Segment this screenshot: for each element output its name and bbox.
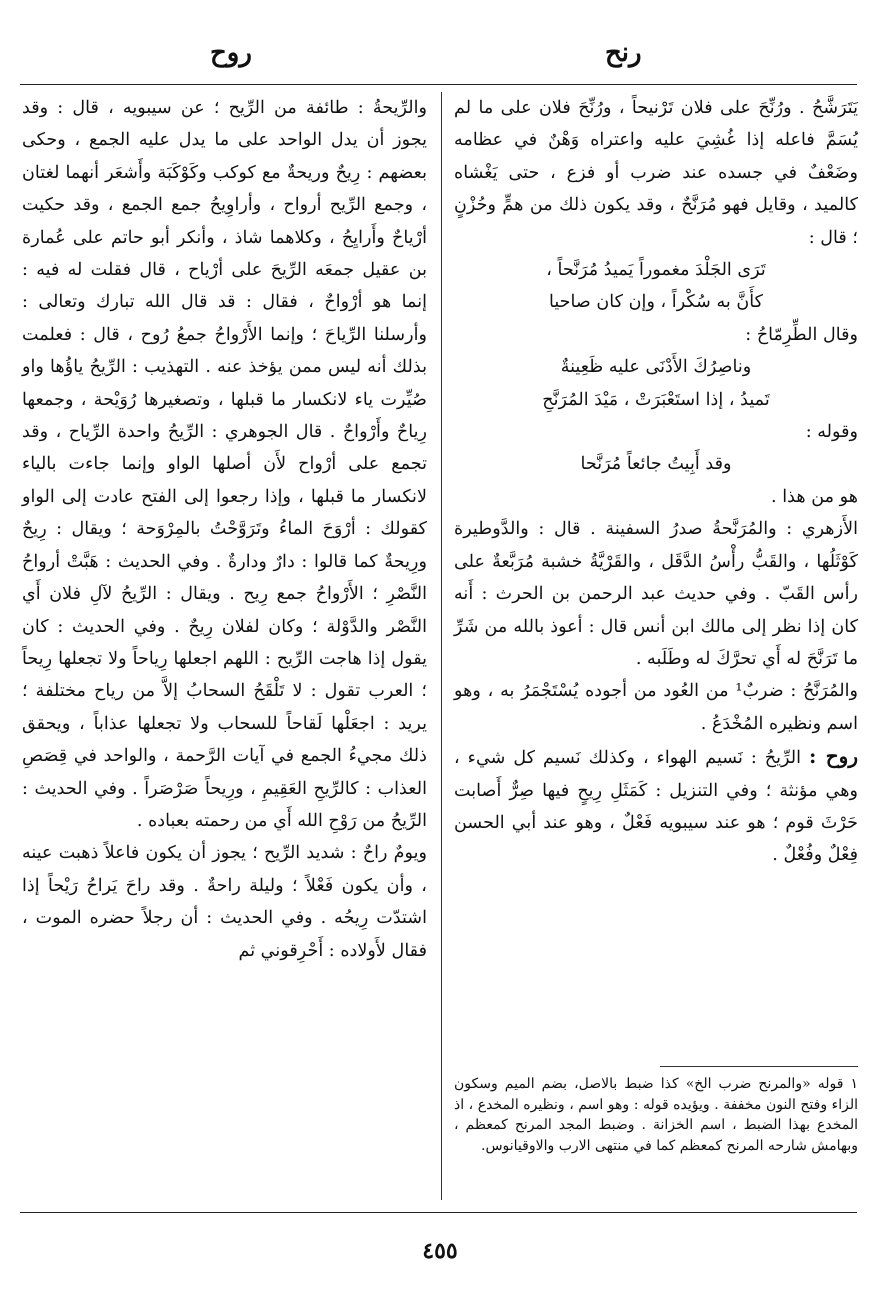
- entry-word-rawh: روح :: [809, 744, 858, 769]
- huwa-line: هو من هذا .: [771, 486, 858, 507]
- rawh-definition: الرِّيحُ : نَسيم الهواء ، وكذلك نَسيم كل شيء ، وهي مؤنثة ؛ وفي التنزيل : كَمَثَلِ رِيحٍ فيها صِرٌّ أَصابت حَرْثَ قوم ؛ هو عند سيبويه فَعْلٌ ، وهو عند أبي الحسن فِعْلٌ وفُعْلٌ .: [454, 748, 858, 866]
- header-left-word: روح: [210, 38, 252, 68]
- header-right-word: رنح: [605, 38, 642, 68]
- footnote-block: [454, 1074, 858, 1156]
- tirimmah-intro: وقال الطِّرِمّاحُ :: [745, 324, 858, 345]
- right-paragraph-4: [454, 740, 858, 872]
- right-column: [454, 92, 858, 872]
- page-number: ٤٥٥: [422, 1238, 458, 1264]
- footnote-rule: [660, 1066, 858, 1067]
- verse-1-line-1: تَرَى الجَلْدَ مغموراً يَميدُ مُرَنَّحاً ،: [546, 260, 766, 281]
- verse-2-line-1: وناصِرُكَ الأَدْنَى عليه ظَعِينةٌ: [560, 357, 752, 378]
- verse-2-line-2: تَميدُ ، إذا استَعْبَرَتْ ، مَيْدَ المُرَنَّحِ: [542, 389, 770, 410]
- left-paragraph-1: والرِّيحةُ : طائفة من الرِّيح ؛ عن سيبويه ، قال : وقد يجوز أن يدل الواحد على ما يدل عليه الجمع ، وحكى بعضهم : رِيحٌ وريحةٌ مع كوكب وكَوْكَبَة وأَشعَر أنهما لغتان ، وجمع الرِّيح أرواح ، وأراوِيحُ جمع الجمع ، وقد حكيت أرْياحٌ وأَرايِحُ ، وكلاهما شاذ ، وأنكر أبو حاتم على عُمارة بن عقيل جمعَه الرِّيحَ على أرْياح ، قال فقلت له فيه : إنما هو أرْواحٌ ، فقال : قد قال الله تبارك وتعالى : وأرسلنا الرِّياحَ ؛ وإنما الأَرْواحُ جمعُ رُوح ، قال : فعلمت بذلك أنه ليس ممن يؤخذ عنه . التهذيب : الرِّيحُ ياؤُها واو صُيِّرت ياء لانكسار ما قبلها ، وتصغيرها رُوَيْحة ، وجمعها رِياحٌ وأَرْواحٌ . قال الجوهري : الرِّيحُ واحدة الرِّياح ، وقد تجمع على أرْواح لأَن أصلها الواو وإنما جاءت بالياء لانكسار ما قبلها ، وإذا رجعوا إلى الفتح عادت إلى الواو كقولك : أرْوَحَ الماءُ وتَرَوَّحْتُ بالمِرْوَحة ؛ ويقال : رِيحٌ ورِيحةٌ كما قالوا : دارٌ ودارةٌ . وفي الحديث : هَبَّتْ أرواحُ النَّصْرِ ؛ الأَرْواحُ جمع رِيح . ويقال : الرِّيحُ لآلِ فلان أَي النَّصْر والدَّوْلة ؛ وكان لفلان رِيحٌ . وفي الحديث : كان يقول إذا هاجت الرِّيح : اللهم اجعلها رِياحاً ولا تجعلها رِيحاً ؛ العرب تقول : لا تَلْقَحُ السحابُ إلاَّ من رياح مختلفة ؛ يريد : اجعَلْها لَقاحاً للسحاب ولا تجعلها عذاباً ، ويحقق ذلك مجيءُ الجمع في آيات الرَّحمة ، والواحد في قِصَصِ العذاب : كالرِّيحِ العَقِيمِ ، ورِيحاً صَرْصَراً . وفي الحديث : الرِّيحُ من رَوْحِ الله أَي من رحمته بعباده .: [22, 98, 427, 831]
- left-paragraph-2: ويومٌ راحٌ : شديد الرِّيح ؛ يجوز أن يكون فاعلاً ذهبت عينه ، وأن يكون فَعْلاً ؛ وليلة راحةٌ . وقد راحَ يَراحُ رَيْحاً إذا اشتدّت رِيحُه . وفي الحديث : أن رجلاً حضره الموت ، فقال لأَولاده : أَحْرِقوني ثم: [22, 843, 427, 961]
- verse-1-line-2: كأَنَّ به سُكْراً ، وإن كان صاحيا: [548, 292, 764, 313]
- qawluh-intro: وقوله :: [805, 422, 858, 443]
- verse-3: وقد أَبِيتُ جائعاً مُرَنَّحا: [580, 454, 732, 475]
- footnote-1: ١ قوله «والمرنح ضرب الخ» كذا ضبط بالاصل، بضم الميم وسكون الزاء وفتح النون مخففة . ويؤيده قوله : وهو اسم ، ونظيره المخدع ، اذ المخدع بهذا الضبط ، اسم الخزانة . وضبط المجد المرنح كمعظم ، وبهامش شارحه المرنح كمعظم كما في منتهى الارب والاوقيانوس.: [454, 1076, 858, 1154]
- header-rule: [20, 84, 857, 85]
- left-column: [22, 92, 427, 967]
- right-paragraph-3: والمُرَنَّحُ : ضربٌ¹ من العُود من أجوده يُسْتَجْمَرُ به ، وهو اسم ونظيره المُخْدَعُ .: [454, 681, 858, 734]
- right-paragraph-1: يَتَرَشَّحُ . ورُنِّحَ على فلان تَرْنيحاً ، ورُنِّحَ فلان على ما لم يُسَمَّ فاعله إذا غُشِيَ عليه واعتراه وَهْنٌ في عظامه وضَعْفٌ في جسده عند ضرب أو فزع ، حتى يَغْشاه كالميد ، وقايل فهو مُرَنَّحٌ ، وقد يكون ذلك من همٍّ وحُزْنٍ ؛ قال :: [454, 98, 858, 248]
- footer-rule: [20, 1212, 857, 1213]
- right-paragraph-2: الأَزهري : والمُرَنَّحةُ صدرُ السفينة . قال : والدَّوطيرة كَوْثَلُها ، والقَبُّ رأْسُ الدَّقَل ، والقَرْيَّةُ خشبة مُرَبَّعةٌ على رأس القَبّ . وفي حديث عبد الرحمن بن الحرث : أَنه كان إذا نظر إلى مالك ابن أنس قال : أعوذ بالله من شَرِّ ما تَرَنَّحَ له أَي تحرَّكَ له وطَلَبه .: [454, 519, 858, 669]
- column-divider: [441, 92, 442, 1200]
